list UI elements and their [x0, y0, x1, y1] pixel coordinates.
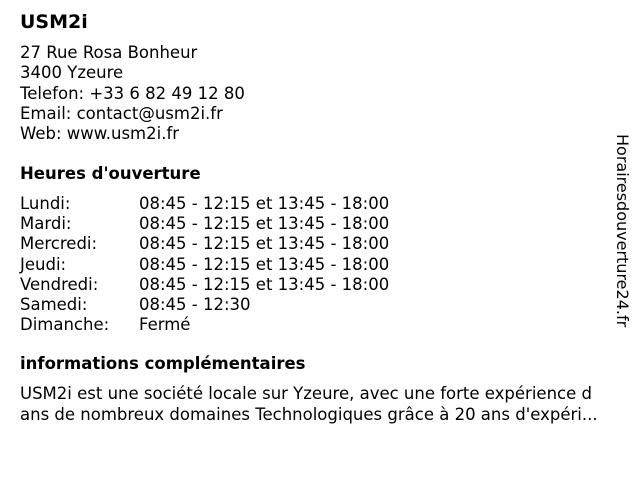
- address-street: 27 Rue Rosa Bonheur: [20, 43, 198, 62]
- day-label: Mardi:: [20, 214, 72, 234]
- day-label: Dimanche:: [20, 315, 110, 335]
- hours-value: 08:45 - 12:15 et 13:45 - 18:00: [139, 254, 390, 274]
- hours-value: 08:45 - 12:15 et 13:45 - 18:00: [139, 214, 390, 234]
- additional-info-heading: informations complémentaires: [20, 354, 306, 373]
- day-label: Samedi:: [20, 294, 88, 314]
- hours-value: 08:45 - 12:15 et 13:45 - 18:00: [139, 274, 390, 294]
- address-city: 3400 Yzeure: [20, 63, 124, 83]
- day-label: Jeudi:: [20, 254, 67, 274]
- opening-hours-heading: Heures d'ouverture: [20, 164, 201, 183]
- contact-block: [20, 43, 245, 144]
- day-label: Lundi:: [20, 194, 71, 213]
- hours-value: Fermé: [139, 315, 191, 335]
- info-text-line: ans de nombreux domaines Technologiques grâce à 20 ans d'expéri...: [20, 405, 598, 424]
- business-name: USM2i: [20, 11, 88, 33]
- hours-value: 08:45 - 12:15 et 13:45 - 18:00: [139, 234, 390, 254]
- day-label: Mercredi:: [20, 234, 98, 254]
- day-label: Vendredi:: [20, 274, 99, 294]
- web-line: Web: www.usm2i.fr: [20, 124, 180, 144]
- hours-value: 08:45 - 12:30: [139, 294, 251, 314]
- site-watermark: [612, 134, 632, 344]
- info-text-line: USM2i est une société locale sur Yzeure, avec une forte expérience d: [20, 384, 592, 403]
- additional-info-text: [20, 383, 632, 425]
- email-line: Email: contact@usm2i.fr: [20, 103, 223, 123]
- watermark-text: Horairesdouverture24.fr: [613, 134, 632, 328]
- phone-line: Telefon: +33 6 82 49 12 80: [20, 83, 245, 103]
- hours-value: 08:45 - 12:15 et 13:45 - 18:00: [139, 194, 390, 213]
